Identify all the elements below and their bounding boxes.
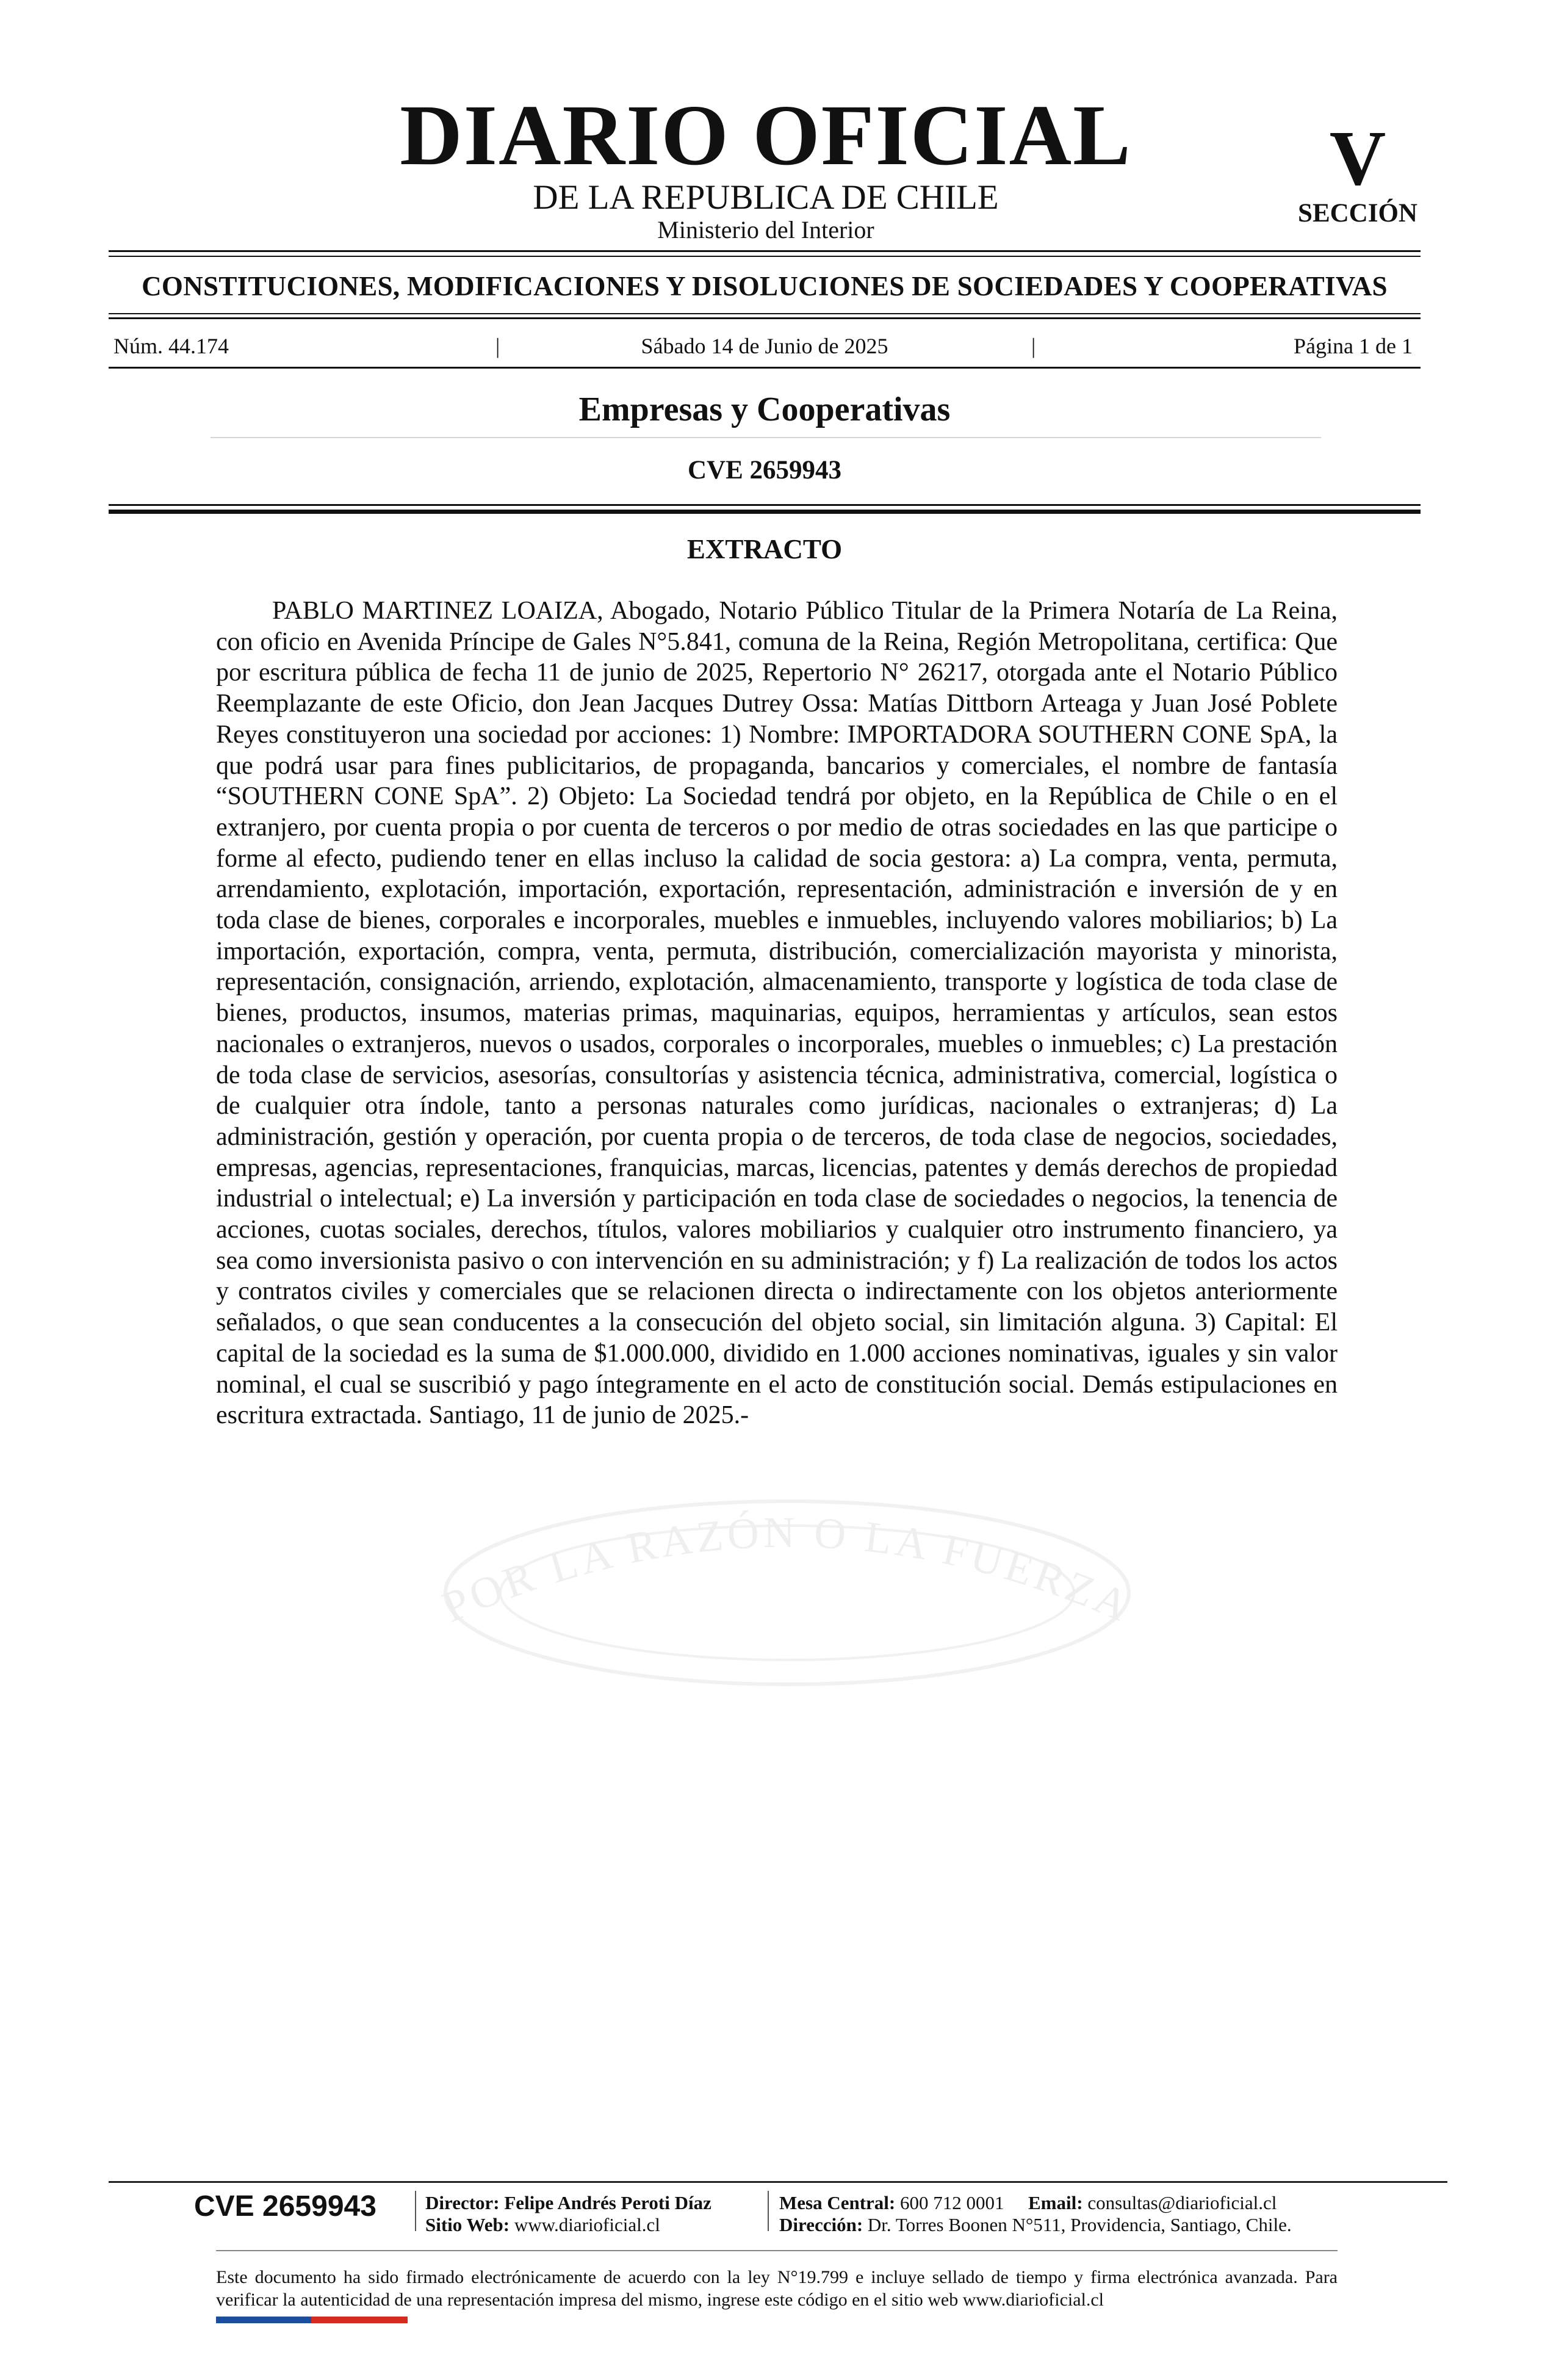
ministry-label: Ministerio del Interior bbox=[657, 216, 874, 243]
footer-address bbox=[779, 2214, 1292, 2236]
cve-code: CVE 2659943 bbox=[687, 456, 842, 485]
footer-email-link[interactable]: consultas@diarioficial.cl bbox=[1087, 2192, 1277, 2213]
header-rule-top-1 bbox=[109, 250, 1421, 252]
header-rule-mid-1 bbox=[109, 313, 1421, 314]
footer-director bbox=[425, 2192, 711, 2214]
footer-address-value: Dr. Torres Boonen N°511, Providencia, Santiago, Chile. bbox=[867, 2214, 1292, 2235]
footer-website-link[interactable]: www.diarioficial.cl bbox=[514, 2214, 660, 2235]
coat-of-arms-watermark bbox=[391, 1465, 1184, 1697]
footer-director-label: Director: bbox=[425, 2192, 500, 2213]
flag-stripe-red bbox=[311, 2317, 408, 2323]
category-heading: Empresas y Cooperativas bbox=[578, 391, 951, 428]
section-title: CONSTITUCIONES, MODIFICACIONES Y DISOLUCIONES DE SOCIEDADES Y COOPERATIVAS bbox=[142, 271, 1388, 301]
issue-rule bbox=[109, 367, 1421, 369]
footer-signature-note: Este documento ha sido firmado electrónicamente de acuerdo con la ley N°19.799 e incluye sellado de tiempo y firma electrónica avanzada. Para verificar la autenticidad de una representación impresa del mismo, ingrese este código en el sitio web www.diarioficial.cl bbox=[216, 2267, 1338, 2310]
footer-cve-code: CVE 2659943 bbox=[194, 2190, 376, 2223]
issue-page: Página 1 de 1 bbox=[1294, 334, 1413, 358]
issue-number: Núm. 44.174 bbox=[113, 334, 229, 358]
issue-separator-left: | bbox=[495, 334, 500, 358]
footer-website-label: Sitio Web: bbox=[425, 2214, 510, 2235]
issue-separator-right: | bbox=[1031, 334, 1036, 358]
cve-rule-2 bbox=[109, 510, 1421, 514]
flag-stripe-blue bbox=[216, 2317, 311, 2323]
newspaper-subtitle: DE LA REPUBLICA DE CHILE bbox=[533, 178, 999, 217]
footer-website bbox=[425, 2214, 660, 2236]
footer-email-label: Email: bbox=[1028, 2192, 1083, 2213]
document-title: EXTRACTO bbox=[686, 534, 843, 564]
footer-phone-value: 600 712 0001 bbox=[900, 2192, 1004, 2213]
header-rule-top-2 bbox=[109, 256, 1421, 257]
footer-divider-left bbox=[415, 2191, 416, 2231]
header-rule-mid-2 bbox=[109, 317, 1421, 319]
category-divider bbox=[211, 437, 1321, 438]
cve-rule-1 bbox=[109, 504, 1421, 506]
extract-body: PABLO MARTINEZ LOAIZA, Abogado, Notario Público Titular de la Primera Notaría de La Reina, con oficio en Avenida Príncipe de Gales N°5.841, comuna de la Reina, Región Metropolitana, certifica: Que por escritura pública de fecha 11 de junio de 2025, Repertorio N° 26217, otorgada ante el Notario Público Reemplazante de este Oficio, don Jean Jacques Dutrey Ossa: Matías Dittborn Arteaga y Juan José Poblete Reyes constituyeron una sociedad por acciones: 1) Nombre: IMPORTADORA SOUTHERN CONE SpA, la que podrá usar para fines publicitarios, de propaganda, bancarios y comerciales, el nombre de fantasía “SOUTHERN CONE SpA”. 2) Objeto: La Sociedad tendrá por objeto, en la República de Chile o en el extranjero, por cuenta propia o por cuenta de terceros o por medio de otras sociedades en las que participe o forme al efecto, pudiendo tener en ellas incluso la calidad de socia gestora: a) La compra, venta, permuta, arrendamiento, explotación, importación, exportación, representación, administración e inversión de y en toda clase de bienes, corporales e incorporales, muebles e inmuebles, incluyendo valores mobiliarios; b) La importación, exportación, compra, venta, permuta, distribución, comercialización mayorista y minorista, representación, consignación, arriendo, explotación, almacenamiento, transporte y logística de toda clase de bienes, productos, insumos, materias primas, maquinarias, equipos, herramientas y artículos, sean estos nacionales o extranjeros, nuevos o usados, corporales o incorporales, muebles o inmuebles; c) La prestación de toda clase de servicios, asesorías, consultorías y asistencia técnica, administrativa, comercial, logística o de cualquier otra índole, tanto a personas naturales como jurídicas, nacionales o extranjeras; d) La administración, gestión y operación, por cuenta propia o de terceros, de toda clase de negocios, sociedades, empresas, agencias, representaciones, franquicias, marcas, licencias, patentes y demás derechos de propiedad industrial o intelectual; e) La inversión y participación en toda clase de sociedades o negocios, la tenencia de acciones, cuotas sociales, derechos, títulos, valores mobiliarios y cualquier otro instrumento financiero, ya sea como inversionista pasivo o con intervención en su administración; y f) La realización de todos los actos y contratos civiles y comerciales que se relacionen directa o indirectamente con los objetos anteriormente señalados, o que sean conducentes a la consecución del objeto social, sin limitación alguna. 3) Capital: El capital de la sociedad es la suma de $1.000.000, dividido en 1.000 acciones nominativas, iguales y sin valor nominal, el cual se suscribió y pago íntegramente en el acto de constitución social. Demás estipulaciones en escritura extractada. Santiago, 11 de junio de 2025.- bbox=[216, 597, 1338, 1430]
footer-divider-right bbox=[768, 2191, 769, 2231]
section-letter: V bbox=[1329, 115, 1386, 201]
newspaper-title: DIARIO OFICIAL bbox=[400, 87, 1132, 183]
footer-director-value: Felipe Andrés Peroti Díaz bbox=[504, 2192, 711, 2213]
footer-phone-email bbox=[779, 2192, 1277, 2214]
footer-rule bbox=[109, 2181, 1447, 2183]
section-word: SECCIÓN bbox=[1298, 199, 1417, 228]
footer-phone-label: Mesa Central: bbox=[779, 2192, 896, 2213]
watermark-motto: POR LA RAZÓN O LA FUERZA bbox=[435, 1507, 1139, 1632]
footer-address-label: Dirección: bbox=[779, 2214, 863, 2235]
footer-inner-rule bbox=[216, 2250, 1338, 2251]
issue-date: Sábado 14 de Junio de 2025 bbox=[641, 334, 888, 358]
svg-text:POR LA RAZÓN O LA FUERZA bbox=[435, 1508, 1139, 1632]
